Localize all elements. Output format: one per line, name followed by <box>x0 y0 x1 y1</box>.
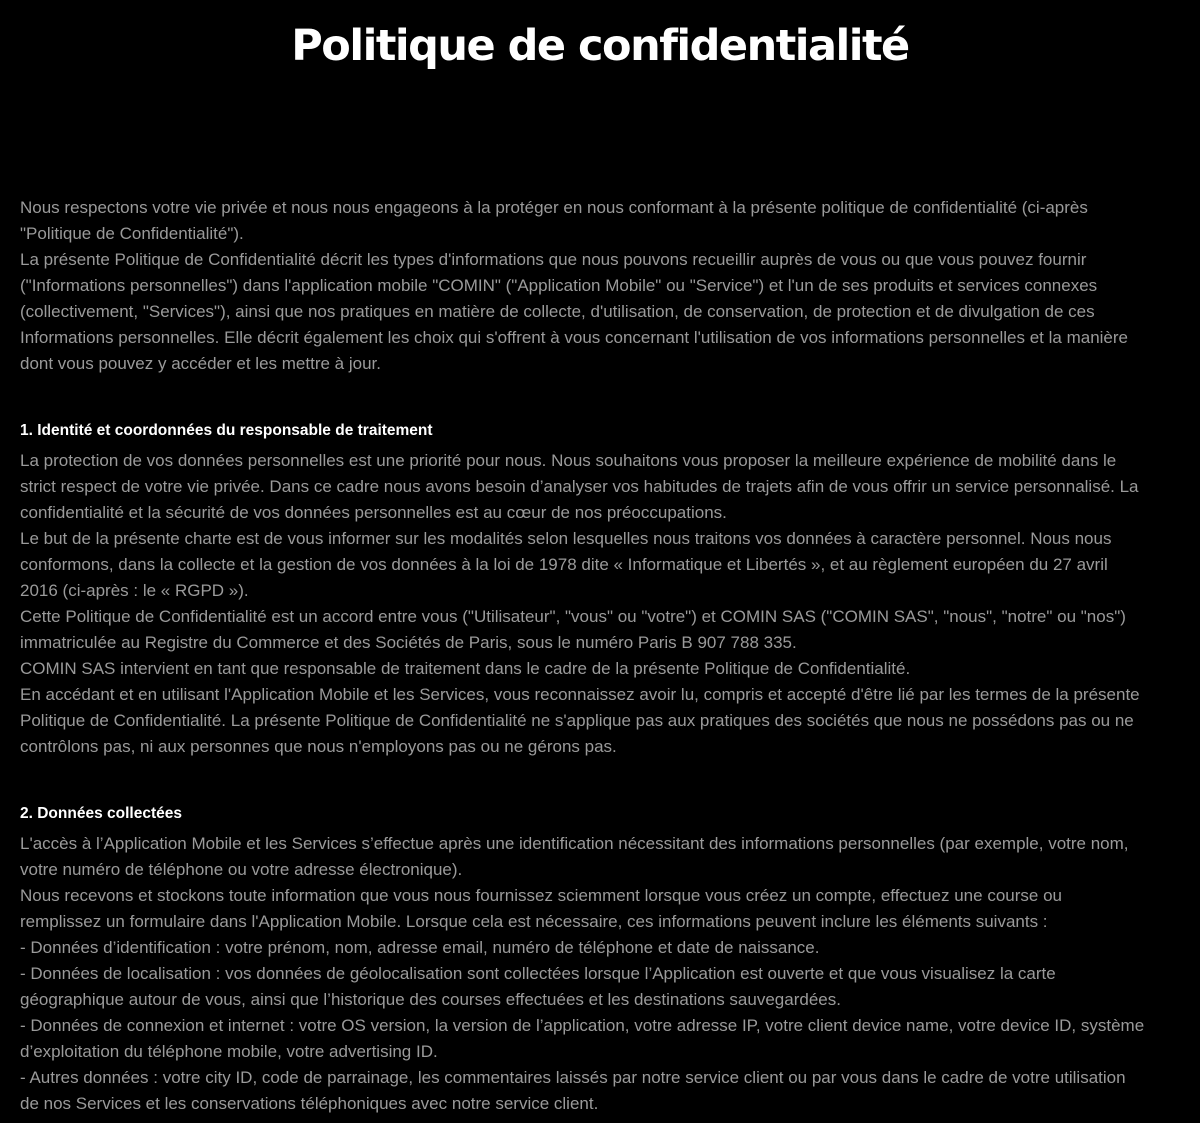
section-line: confidentialité et la sécurité de vos données personnelles est au cœur de nos préoccupations. <box>20 503 727 522</box>
section-line: COMIN SAS intervient en tant que responsable de traitement dans le cadre de la présente Politique de Confidentialité. <box>20 659 911 678</box>
intro-line: Informations personnelles. Elle décrit également les choix qui s'offrent à vous concernant l'utilisation de vos informations personnelles et la manière <box>20 328 1128 347</box>
section-line: géographique autour de vous, ainsi que l’historique des courses effectuées et les destinations sauvegardées. <box>20 990 841 1009</box>
section-line: - Données de localisation : vos données de géolocalisation sont collectées lorsque l’Application est ouverte et que vous visualisez la carte <box>20 964 1056 983</box>
page-title: Politique de confidentialité <box>291 21 909 71</box>
section-line: de nos Services et les conservations téléphoniques avec notre service client. <box>20 1094 599 1113</box>
intro-section <box>20 195 1182 377</box>
intro-line: dont vous pouvez y accéder et les mettre à jour. <box>20 354 381 373</box>
intro-line: "Politique de Confidentialité"). <box>20 224 244 243</box>
section-line: Politique de Confidentialité. La présente Politique de Confidentialité ne s'applique pas aux pratiques des sociétés que nous ne possédons pas ou ne <box>20 711 1134 730</box>
section-line: immatriculée au Registre du Commerce et des Sociétés de Paris, sous le numéro Paris B 907 788 335. <box>20 633 797 652</box>
section-line: En accédant et en utilisant l'Application Mobile et les Services, vous reconnaissez avoir lu, compris et accepté d'être lié par les termes de la présente <box>20 685 1140 704</box>
section-line: strict respect de votre vie privée. Dans ce cadre nous avons besoin d’analyser vos habitudes de trajets afin de vous offrir un service personnalisé. La <box>20 477 1139 496</box>
section-line: La protection de vos données personnelles est une priorité pour nous. Nous souhaitons vous proposer la meilleure expérience de mobilité dans le <box>20 451 1117 470</box>
section-collected-data <box>20 804 1182 1117</box>
section-line: L'accès à l’Application Mobile et les Services s’effectue après une identification nécessitant des informations personnelles (par exemple, votre nom, <box>20 834 1129 853</box>
intro-line: Nous respectons votre vie privée et nous nous engageons à la protéger en nous conformant à la présente politique de confidentialité (ci-après <box>20 198 1088 217</box>
policy-content <box>20 195 1182 1117</box>
section-line: Le but de la présente charte est de vous informer sur les modalités selon lesquelles nous traitons vos données à caractère personnel. Nous nous <box>20 529 1112 548</box>
intro-line: La présente Politique de Confidentialité décrit les types d'informations que nous pouvons recueillir auprès de vous ou que vous pouvez fournir <box>20 250 1087 269</box>
section-line: - Données d’identification : votre prénom, nom, adresse email, numéro de téléphone et date de naissance. <box>20 938 820 957</box>
section-line: remplissez un formulaire dans l'Application Mobile. Lorsque cela est nécessaire, ces informations peuvent inclure les éléments suivants : <box>20 912 1048 931</box>
section-line: 2016 (ci-après : le « RGPD »). <box>20 581 249 600</box>
section-line: votre numéro de téléphone ou votre adresse électronique). <box>20 860 463 879</box>
section-line: d’exploitation du téléphone mobile, votre advertising ID. <box>20 1042 438 1061</box>
section-line: contrôlons pas, ni aux personnes que nous n'employons pas ou ne gérons pas. <box>20 737 617 756</box>
intro-line: (collectivement, "Services"), ainsi que nos pratiques en matière de collecte, d'utilisation, de conservation, de protection et de divulgation de ces <box>20 302 1095 321</box>
section-line: - Autres données : votre city ID, code de parrainage, les commentaires laissés par notre service client ou par vous dans le cadre de votre utilisation <box>20 1068 1126 1087</box>
section-identity <box>20 421 1182 760</box>
intro-line: ("Informations personnelles") dans l'application mobile "COMIN" ("Application Mobile" ou "Service") et l'un de ses produits et services connexes <box>20 276 1098 295</box>
section-line: - Données de connexion et internet : votre OS version, la version de l’application, votre adresse IP, votre client device name, votre device ID, système <box>20 1016 1145 1035</box>
section-heading: 2. Données collectées <box>20 805 182 822</box>
section-line: Cette Politique de Confidentialité est un accord entre vous ("Utilisateur", "vous" ou "votre") et COMIN SAS ("COMIN SAS", "nous", "notre" ou "nos") <box>20 607 1126 626</box>
section-line: Nous recevons et stockons toute information que vous nous fournissez sciemment lorsque vous créez un compte, effectuez une course ou <box>20 886 1062 905</box>
section-heading: 1. Identité et coordonnées du responsable de traitement <box>20 422 433 439</box>
section-line: conformons, dans la collecte et la gestion de vos données à la loi de 1978 dite « Informatique et Libertés », et au règlement européen du 27 avril <box>20 555 1108 574</box>
